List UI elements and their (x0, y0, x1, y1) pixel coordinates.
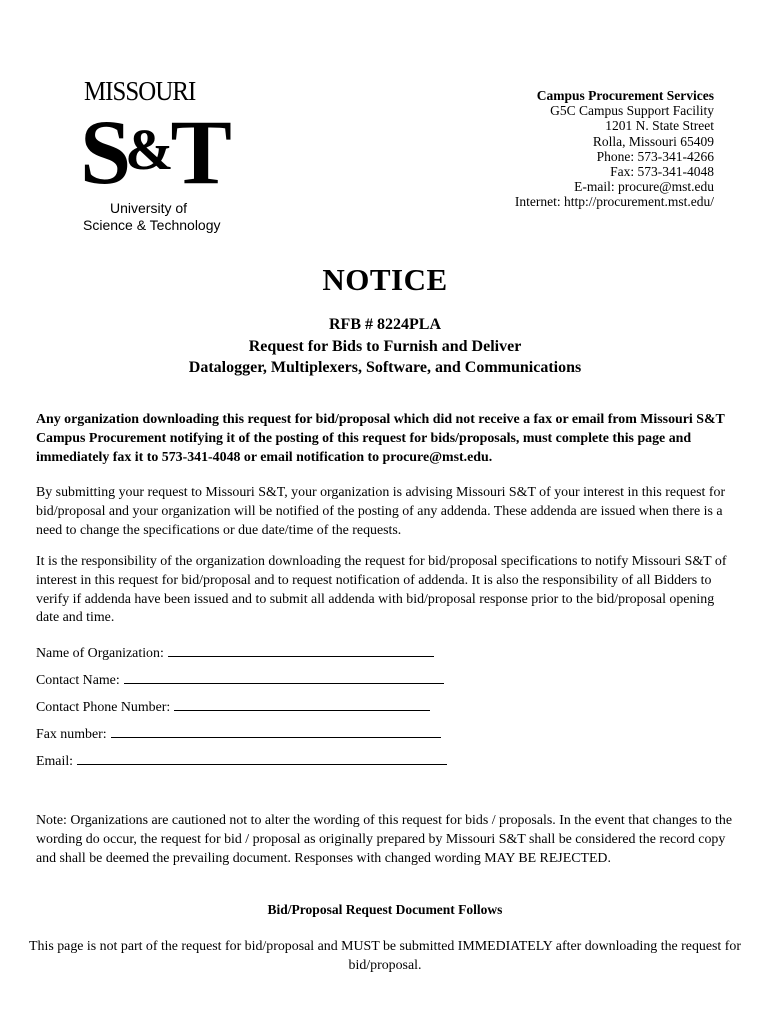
organization-label: Name of Organization: (36, 646, 164, 661)
fax-line: Fax: 573-341-4048 (610, 164, 714, 180)
logo-mark-s: S (80, 101, 126, 203)
fax-label: Fax number: (36, 727, 107, 742)
rfb-header (0, 314, 770, 379)
rfb-request-line: Request for Bids to Furnish and Deliver (248, 337, 522, 355)
address-line: 1201 N. State Street (605, 118, 714, 134)
email-label: Email: (36, 754, 74, 769)
organization-input-line[interactable] (168, 644, 434, 657)
follows-heading: Bid/Proposal Request Document Follows (267, 902, 503, 917)
department-name: Campus Procurement Services (536, 88, 714, 103)
logo-mark-amp: & (125, 117, 171, 182)
logo-mark-t: T (170, 101, 226, 203)
phone-field (36, 698, 430, 717)
phone-line: Phone: 573-341-4266 (596, 148, 714, 164)
footer-note: This page is not part of the request for bid/proposal and MUST be submitted IMMEDIATELY after downloading the request for bid/proposal. (29, 939, 741, 973)
address-block (515, 88, 714, 210)
email-field (36, 752, 447, 771)
organization-field (36, 644, 434, 663)
logo-mark (80, 101, 226, 203)
phone-input-line[interactable] (174, 698, 430, 711)
fax-input-line[interactable] (111, 725, 441, 738)
email-input-line[interactable] (77, 752, 447, 765)
rfb-items-line: Datalogger, Multiplexers, Software, and Communications (188, 359, 582, 376)
logo-subtitle-line1: University of (110, 200, 188, 216)
rfb-number: RFB # 8224PLA (329, 316, 441, 333)
university-logo (80, 76, 230, 236)
warning-paragraph: Any organization downloading this request for bid/proposal which did not receive a fax or email from Missouri S&T Campus Procurement notifying it of the posting of this request for bids/proposals, must complete this page and immediately fax it to 573-341-4048 or email notification to procure@mst.edu. (36, 412, 725, 465)
contact-name-input-line[interactable] (124, 671, 444, 684)
note-paragraph: Note: Organizations are cautioned not to alter the wording of this request for bids / proposals. In the event that changes to the wording do occur, the request for bid / proposal as originally prepared by Missouri S&T shall be considered the record copy and shall be deemed the prevailing document. Responses with changed wording MAY BE REJECTED. (36, 813, 733, 866)
page-title: NOTICE (322, 262, 448, 297)
contact-name-field (36, 671, 444, 690)
address-line: Rolla, Missouri 65409 (592, 133, 714, 149)
submitting-paragraph: By submitting your request to Missouri S&T, your organization is advising Missouri S&T of your interest in this request for bid/proposal and your organization will be notified of the posting of any addenda. These addenda are issued when there is a need to change the specifications or due date/time of the requests. (36, 485, 726, 538)
responsibility-paragraph: It is the responsibility of the organization downloading the request for bid/proposal specifications to notify Missouri S&T of interest in this request for bid/proposal and to request notification of addenda. It is also the responsibility of all Bidders to verify if addenda have been issued and to submit all addenda with bid/proposal response prior to the bid/proposal opening date and time. (36, 554, 727, 626)
email-line: E-mail: procure@mst.edu (574, 179, 714, 195)
logo-subtitle-line2: Science & Technology (83, 217, 221, 233)
address-line: G5C Campus Support Facility (550, 103, 714, 119)
phone-label: Contact Phone Number: (36, 700, 171, 715)
fax-field (36, 725, 441, 744)
contact-name-label: Contact Name: (36, 673, 120, 688)
internet-line: Internet: http://procurement.mst.edu/ (514, 194, 714, 210)
logo-wordmark: MISSOURI (84, 76, 196, 106)
